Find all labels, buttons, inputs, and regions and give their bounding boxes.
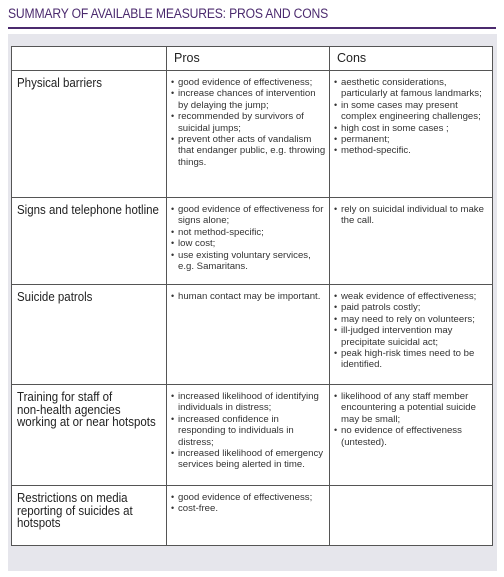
measures-table <box>11 46 493 546</box>
list-item: • human contact may be important. <box>171 291 326 302</box>
cons-cell <box>330 198 493 285</box>
pros-cell <box>167 71 330 198</box>
header-pros: Pros <box>167 47 330 71</box>
list-item: • use existing voluntary services, e.g. Samaritans. <box>171 250 326 273</box>
page-title: SUMMARY OF AVAILABLE MEASURES: PROS AND CONS <box>8 6 329 21</box>
header-row <box>12 47 493 71</box>
header-blank-cell <box>12 47 167 71</box>
measure-label: Physical barriers <box>12 71 167 198</box>
cons-cell <box>330 285 493 385</box>
measure-label: Signs and telephone hotline <box>12 198 167 285</box>
list-item: • not method-specific; <box>171 227 326 238</box>
list-item: • permanent; <box>334 134 489 145</box>
list-item: • good evidence of effectiveness for signs alone; <box>171 204 326 227</box>
list-item: • rely on suicidal individual to make the call. <box>334 204 489 227</box>
measure-label: Restrictions on media reporting of suicides at hotspots <box>12 486 167 546</box>
list-item: • likelihood of any staff member encountering a potential suicide may be small; <box>334 391 489 425</box>
list-item: • aesthetic considerations, particularly at famous landmarks; <box>334 77 489 100</box>
pros-cell <box>167 285 330 385</box>
list-item: • recommended by survivors of suicidal jumps; <box>171 111 326 134</box>
list-item: • peak high-risk times need to be identified. <box>334 348 489 371</box>
list-item: • prevent other acts of vandalism that endanger public, e.g. throwing things. <box>171 134 326 168</box>
list-item: • cost-free. <box>171 503 326 514</box>
pros-cell <box>167 198 330 285</box>
table-row <box>12 71 493 198</box>
pros-cell <box>167 486 330 546</box>
list-item: • increased likelihood of identifying individuals in distress; <box>171 391 326 414</box>
list-item: • low cost; <box>171 238 326 249</box>
measure-label: Suicide patrols <box>12 285 167 385</box>
table-row <box>12 486 493 546</box>
list-item: • in some cases may present complex engineering challenges; <box>334 100 489 123</box>
list-item: • high cost in some cases ; <box>334 123 489 134</box>
list-item: • increased likelihood of emergency services being alerted in time. <box>171 448 326 471</box>
table-row <box>12 285 493 385</box>
table-row <box>12 385 493 486</box>
list-item: • good evidence of effectiveness; <box>171 77 326 88</box>
title-divider <box>8 27 496 29</box>
pros-cell <box>167 385 330 486</box>
header-cons: Cons <box>330 47 493 71</box>
list-item: • paid patrols costly; <box>334 302 489 313</box>
list-item: • weak evidence of effectiveness; <box>334 291 489 302</box>
list-item: • good evidence of effectiveness; <box>171 492 326 503</box>
cons-cell <box>330 71 493 198</box>
list-item: • ill-judged intervention may precipitate suicidal act; <box>334 325 489 348</box>
list-item: • method-specific. <box>334 145 489 156</box>
cons-cell <box>330 486 493 546</box>
list-item: • no evidence of effectiveness (untested). <box>334 425 489 448</box>
cons-cell <box>330 385 493 486</box>
list-item: • increase chances of intervention by delaying the jump; <box>171 88 326 111</box>
list-item: • may need to rely on volunteers; <box>334 314 489 325</box>
measure-label: Training for staff of non-health agencies working at or near hotspots <box>12 385 167 486</box>
list-item: • increased confidence in responding to individuals in distress; <box>171 414 326 448</box>
table-row <box>12 198 493 285</box>
